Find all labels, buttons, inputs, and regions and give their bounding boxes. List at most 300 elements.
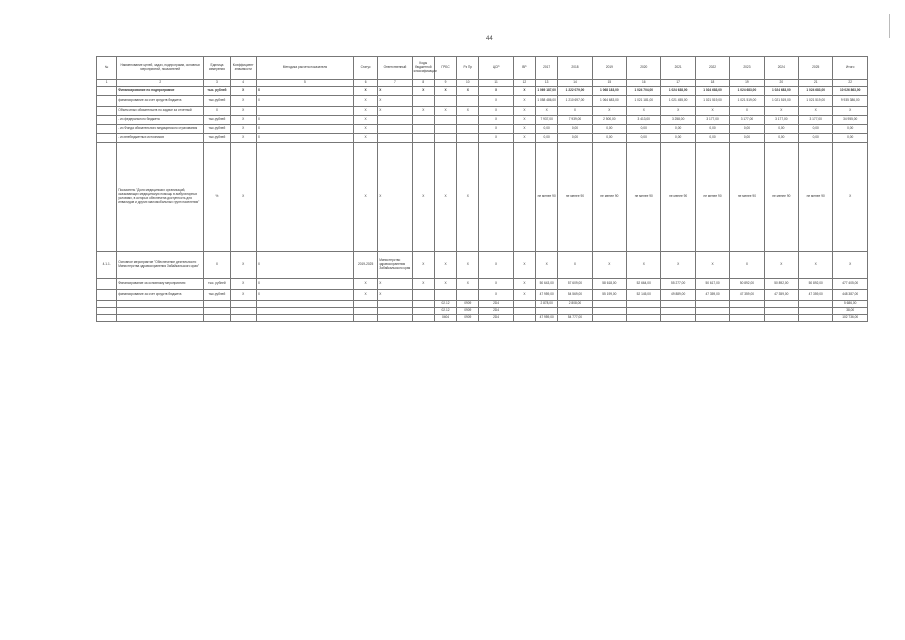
table-cell: Х	[230, 125, 256, 134]
table-cell: 47 959,00	[536, 290, 558, 301]
table-cell	[230, 308, 256, 315]
table-cell	[695, 301, 729, 308]
table-cell	[97, 87, 117, 96]
table-cell: 1 210 697,00	[558, 96, 592, 107]
table-cell	[412, 308, 434, 315]
table-cell: %	[204, 143, 230, 252]
header-cell: 2018	[558, 57, 592, 80]
column-number-cell: 14	[558, 80, 592, 87]
table-cell	[434, 116, 456, 125]
table-cell: 3 177,00	[764, 116, 798, 125]
table-cell	[378, 116, 412, 125]
table-cell	[730, 301, 764, 308]
table-cell: Х	[513, 107, 535, 116]
table-cell	[97, 290, 117, 301]
table-cell: не менее 90	[558, 143, 592, 252]
header-cell: 2022	[695, 57, 729, 80]
table-cell: не менее 90	[627, 143, 661, 252]
table-cell	[256, 301, 353, 308]
table-cell: Х	[695, 252, 729, 279]
table-cell: Х	[230, 116, 256, 125]
table-cell: Х	[230, 252, 256, 279]
table-cell: 55 199,00	[592, 290, 626, 301]
table-cell	[592, 301, 626, 308]
table-cell: тыс.рублей	[204, 290, 230, 301]
table-cell: Х	[434, 87, 456, 96]
table-cell: Х	[353, 125, 377, 134]
table-cell	[434, 125, 456, 134]
table-cell: - из внебюджетных источников	[117, 134, 204, 143]
table-cell: Х	[479, 279, 513, 290]
table-cell: Х	[204, 252, 230, 279]
table-cell: 47 359,00	[730, 290, 764, 301]
table-cell: Х	[353, 96, 377, 107]
table-cell: Х	[513, 290, 535, 301]
table-cell: Х	[230, 143, 256, 252]
table-cell: Х	[434, 143, 456, 252]
program-table	[96, 56, 868, 322]
table-cell	[412, 125, 434, 134]
table-cell: Х	[378, 290, 412, 301]
table-cell: тыс.рублей	[204, 116, 230, 125]
table-cell: Х	[230, 96, 256, 107]
table-cell: Х	[513, 252, 535, 279]
table-cell: 52 664,00	[627, 279, 661, 290]
table-cell	[97, 143, 117, 252]
table-cell: Х	[378, 143, 412, 252]
table-cell: 54 569,00	[558, 290, 592, 301]
table-cell: Финансирование за основному мероприятию	[117, 279, 204, 290]
table-row	[97, 143, 868, 252]
table-cell: 02.12	[434, 308, 456, 315]
table-cell: 50 892,00	[799, 279, 833, 290]
table-cell: не менее 90	[799, 143, 833, 252]
table-cell: 58 618,00	[592, 279, 626, 290]
table-cell: Х	[536, 252, 558, 279]
table-cell: тыс. рублей	[204, 279, 230, 290]
column-number-cell: 2	[117, 80, 204, 87]
table-cell: не менее 90	[764, 143, 798, 252]
table-cell	[117, 315, 204, 322]
header-cell: Рз Пр	[457, 57, 479, 80]
table-cell	[457, 134, 479, 143]
table-row	[97, 134, 868, 143]
table-cell: Х	[627, 107, 661, 116]
table-cell	[764, 308, 798, 315]
table-cell: Х	[799, 252, 833, 279]
table-cell: 1 069 187,00	[536, 87, 558, 96]
table-cell: 0,00	[764, 125, 798, 134]
table-cell	[117, 308, 204, 315]
table-cell: Х	[353, 143, 377, 252]
table-cell: Х	[256, 87, 353, 96]
table-cell: Х	[695, 107, 729, 116]
table-cell: 47 959,00	[536, 315, 558, 322]
column-number-cell: 5	[256, 80, 353, 87]
table-cell: Х	[353, 290, 377, 301]
table-cell: 0,00	[799, 125, 833, 134]
table-cell	[434, 134, 456, 143]
table-cell: финансирование за счет средств бюджета	[117, 290, 204, 301]
table-cell: 3 177,00	[799, 116, 833, 125]
column-number-cell: 18	[695, 80, 729, 87]
table-cell	[558, 308, 592, 315]
table-cell: 0,00	[536, 125, 558, 134]
table-cell: Х	[378, 96, 412, 107]
table-cell	[730, 308, 764, 315]
table-cell: тыс.рублей	[204, 134, 230, 143]
table-cell: 102 736,00	[833, 315, 868, 322]
table-cell: 2 500,00	[592, 116, 626, 125]
table-cell: Х	[764, 252, 798, 279]
table-cell: 47 359,00	[799, 290, 833, 301]
table-cell: Х	[256, 96, 353, 107]
table-cell: - из Фонда обязательного медицинского страхования	[117, 125, 204, 134]
table-cell: 0,00	[592, 125, 626, 134]
column-number-cell: 12	[513, 80, 535, 87]
table-cell	[764, 301, 798, 308]
page-number: 44	[486, 36, 493, 42]
table-cell: Х	[513, 116, 535, 125]
table-cell	[97, 116, 117, 125]
table-cell: 1 021 455,00	[661, 96, 695, 107]
table-cell: Х	[353, 134, 377, 143]
table-cell	[353, 315, 377, 322]
table-cell: тыс.рублей	[204, 96, 230, 107]
table-cell: Х	[661, 107, 695, 116]
table-cell: 0,00	[730, 134, 764, 143]
header-cell: Итого	[833, 57, 868, 80]
table-cell: 50 617,00	[695, 279, 729, 290]
table-cell	[513, 315, 535, 322]
table-cell: Х	[434, 279, 456, 290]
table-row	[97, 279, 868, 290]
table-cell: тыс. рублей	[204, 87, 230, 96]
table-cell: 0,00	[730, 125, 764, 134]
table-cell: Х	[558, 252, 592, 279]
header-cell: ЦСР	[479, 57, 513, 80]
table-cell	[378, 315, 412, 322]
table-cell: 3 177,00	[695, 116, 729, 125]
column-number-cell: 3	[204, 80, 230, 87]
table-cell	[434, 96, 456, 107]
table-cell: Х	[457, 279, 479, 290]
table-cell: 47 359,00	[695, 290, 729, 301]
table-cell: Х	[627, 252, 661, 279]
column-number-cell: 17	[661, 80, 695, 87]
table-cell: Х	[434, 107, 456, 116]
table-cell	[230, 301, 256, 308]
table-cell	[353, 308, 377, 315]
table-cell: 50 892,00	[764, 279, 798, 290]
table-cell: 2019-2025	[353, 252, 377, 279]
table-row	[97, 308, 868, 315]
table-cell	[378, 125, 412, 134]
table-cell	[457, 96, 479, 107]
header-cell: Методика расчета показателя	[256, 57, 353, 80]
table-cell: 50 643,00	[536, 279, 558, 290]
table-cell	[97, 301, 117, 308]
table-cell: 0,00	[661, 134, 695, 143]
table-cell: 5 686,00	[833, 301, 868, 308]
table-cell	[434, 290, 456, 301]
table-cell: Х	[256, 279, 353, 290]
table-cell	[661, 315, 695, 322]
table-cell: 0,00	[833, 125, 868, 134]
table-cell: 02.12	[434, 301, 456, 308]
table-cell: Х	[457, 252, 479, 279]
table-cell: Х	[730, 252, 764, 279]
table-cell: 0,00	[833, 134, 868, 143]
column-number-cell: 22	[833, 80, 868, 87]
table-cell: 52 145,00	[627, 290, 661, 301]
table-cell: не менее 90	[730, 143, 764, 252]
table-cell: 0,00	[558, 125, 592, 134]
table-cell	[661, 301, 695, 308]
table-cell: 1 024 683,00	[799, 87, 833, 96]
table-cell	[97, 315, 117, 322]
table-cell: Х	[412, 143, 434, 252]
table-cell: Х	[558, 107, 592, 116]
table-cell: 1 222 079,00	[558, 87, 592, 96]
table-cell: Х	[256, 252, 353, 279]
table-cell: 1 021 519,00	[695, 96, 729, 107]
table-cell: 0909	[457, 315, 479, 322]
header-cell: ГРБС	[434, 57, 456, 80]
table-cell	[799, 308, 833, 315]
table-cell: Х	[230, 87, 256, 96]
table-cell	[661, 308, 695, 315]
table-cell: Х	[230, 279, 256, 290]
table-cell: Объем иных обязательств по задаче за отчетный	[117, 107, 204, 116]
table-cell: 0404	[434, 315, 456, 322]
table-cell: 1 064 683,00	[592, 96, 626, 107]
table-cell: 57 609,00	[558, 279, 592, 290]
table-cell	[799, 301, 833, 308]
table-cell: 0,00	[592, 134, 626, 143]
table-cell: Х	[230, 134, 256, 143]
table-cell: Основное мероприятие "Обеспечение деятельности Министерства здравоохранения Забайкальского края"	[117, 252, 204, 279]
table-cell: Х	[479, 87, 513, 96]
column-number-cell: 13	[536, 80, 558, 87]
scan-edge-mark	[889, 14, 890, 38]
table-cell	[204, 301, 230, 308]
table-cell: 477 405,00	[833, 279, 868, 290]
table-cell: 49 889,00	[661, 290, 695, 301]
table-cell: Х	[513, 96, 535, 107]
column-number-cell: 10	[457, 80, 479, 87]
table-cell	[378, 308, 412, 315]
header-cell: Наименование целей, задач, подпрограмм, основных мероприятий, показателей	[117, 57, 204, 80]
table-cell: 54 777,00	[558, 315, 592, 322]
header-cell: Коэффициент значимости	[230, 57, 256, 80]
table-cell: Министерство здравоохранения Забайкальского края	[378, 252, 412, 279]
table-cell: 7 939,00	[558, 116, 592, 125]
header-cell: №	[97, 57, 117, 80]
table-cell	[479, 143, 513, 252]
table-cell: Х	[457, 87, 479, 96]
table-cell	[378, 134, 412, 143]
table-cell: Х	[479, 134, 513, 143]
table-cell: 1 058 486,00	[536, 96, 558, 107]
table-cell: 2D4	[479, 315, 513, 322]
table-cell	[353, 301, 377, 308]
table-cell: Финансирование по подпрограмме	[117, 87, 204, 96]
table-cell: тыс.рублей	[204, 125, 230, 134]
table-cell	[204, 308, 230, 315]
table-cell	[97, 107, 117, 116]
table-row	[97, 290, 868, 301]
table-cell: Х	[256, 290, 353, 301]
table-cell	[627, 315, 661, 322]
table-cell	[97, 279, 117, 290]
table-cell: Х	[799, 107, 833, 116]
column-number-cell: 20	[764, 80, 798, 87]
table-cell: 55 277,00	[661, 279, 695, 290]
table-cell: 0,00	[695, 134, 729, 143]
table-cell	[627, 301, 661, 308]
table-cell: Х	[378, 87, 412, 96]
column-number-cell: 15	[592, 80, 626, 87]
header-cell: Коды бюджетной классификации	[412, 57, 434, 80]
table-cell: Х	[378, 107, 412, 116]
table-cell: 0,00	[661, 125, 695, 134]
table-cell: Х	[256, 125, 353, 134]
table-cell: Х	[479, 125, 513, 134]
table-row	[97, 301, 868, 308]
table-row	[97, 125, 868, 134]
table-cell: Х	[230, 107, 256, 116]
table-cell: финансирование за счет средств бюджета	[117, 96, 204, 107]
table-cell	[536, 308, 558, 315]
column-number-cell: 9	[434, 80, 456, 87]
table-cell: Х	[378, 279, 412, 290]
table-cell: 0909	[457, 301, 479, 308]
table-cell	[799, 315, 833, 322]
table-cell: Х	[457, 143, 479, 252]
table-cell: Х	[592, 252, 626, 279]
table-cell	[412, 134, 434, 143]
table-cell: Х	[592, 107, 626, 116]
table-cell: Х	[513, 279, 535, 290]
table-cell: 0,00	[799, 134, 833, 143]
header-cell: 2024	[764, 57, 798, 80]
table-cell	[256, 315, 353, 322]
table-cell: Х	[434, 252, 456, 279]
table-row	[97, 96, 868, 107]
table-cell: 1 021 519,00	[764, 96, 798, 107]
table-cell: Х	[353, 87, 377, 96]
table-cell: 1 024 683,00	[730, 87, 764, 96]
table-cell: Х	[457, 107, 479, 116]
table-cell	[378, 301, 412, 308]
header-cell: ВР	[513, 57, 535, 80]
column-number-cell: 6	[353, 80, 377, 87]
table-cell: Х	[353, 107, 377, 116]
header-row	[97, 57, 868, 80]
column-number-cell: 16	[627, 80, 661, 87]
table-cell: Х	[833, 107, 868, 116]
table-cell: 47 359,00	[764, 290, 798, 301]
column-number-row	[97, 80, 868, 87]
table-cell: 10 026 863,00	[833, 87, 868, 96]
table-cell: Показатель "Доля медицинских организаций, оказывающих медицинскую помощь в амбулаторных условиях, в которых обеспечена доступность для инвалидов и других маломобильных групп населения"	[117, 143, 204, 252]
header-cell: 2023	[730, 57, 764, 80]
column-number-cell: 7	[378, 80, 412, 87]
table-cell: не менее 90	[536, 143, 558, 252]
column-number-cell: 21	[799, 80, 833, 87]
table-cell: 38,00	[833, 308, 868, 315]
table-cell: Х	[536, 107, 558, 116]
table-cell: 2 808,00	[558, 301, 592, 308]
table-cell	[627, 308, 661, 315]
table-cell: 2D4	[479, 308, 513, 315]
table-cell	[457, 290, 479, 301]
table-cell: Х	[764, 107, 798, 116]
table-cell: Х	[353, 279, 377, 290]
table-cell: 1 024 683,00	[695, 87, 729, 96]
table-cell: 1 068 183,00	[592, 87, 626, 96]
table-cell	[412, 116, 434, 125]
table-cell	[764, 315, 798, 322]
table-cell: Х	[412, 279, 434, 290]
column-number-cell: 11	[479, 80, 513, 87]
table-cell: 1 024 638,00	[661, 87, 695, 96]
header-cell: Ответственный	[378, 57, 412, 80]
table-cell	[412, 96, 434, 107]
table-row	[97, 116, 868, 125]
column-number-cell: 4	[230, 80, 256, 87]
table-cell: 9 935 386,00	[833, 96, 868, 107]
table-cell: Х	[513, 87, 535, 96]
table-cell	[256, 143, 353, 252]
table-cell	[513, 143, 535, 252]
table-row	[97, 107, 868, 116]
table-cell	[592, 308, 626, 315]
table-cell: 0,00	[558, 134, 592, 143]
header-cell: 2025	[799, 57, 833, 80]
header-cell: 2017	[536, 57, 558, 80]
table-cell: 50 892,00	[730, 279, 764, 290]
table-cell	[256, 107, 353, 116]
table-cell: 448 387,00	[833, 290, 868, 301]
table-cell: 3 258,00	[661, 116, 695, 125]
table-cell	[513, 301, 535, 308]
table-cell: Х	[661, 252, 695, 279]
table-cell	[204, 315, 230, 322]
table-cell: 1 021 519,00	[730, 96, 764, 107]
table-cell: Х	[730, 107, 764, 116]
table-cell: 7 937,00	[536, 116, 558, 125]
table-cell: Х	[479, 107, 513, 116]
table-cell: 1 021 181,00	[627, 96, 661, 107]
table-cell: - из федерального бюджета	[117, 116, 204, 125]
table-cell: Х	[833, 143, 868, 252]
header-cell: 2019	[592, 57, 626, 80]
table-cell	[457, 125, 479, 134]
table-cell	[695, 308, 729, 315]
table-row	[97, 315, 868, 322]
table-cell: 2 878,00	[536, 301, 558, 308]
table-cell	[695, 315, 729, 322]
table-cell: 0,00	[695, 125, 729, 134]
table-cell: Х	[256, 116, 353, 125]
table-cell: Х	[833, 252, 868, 279]
table-cell: Х	[204, 107, 230, 116]
table-cell: 0,00	[764, 134, 798, 143]
table-cell	[592, 315, 626, 322]
table-cell	[97, 134, 117, 143]
